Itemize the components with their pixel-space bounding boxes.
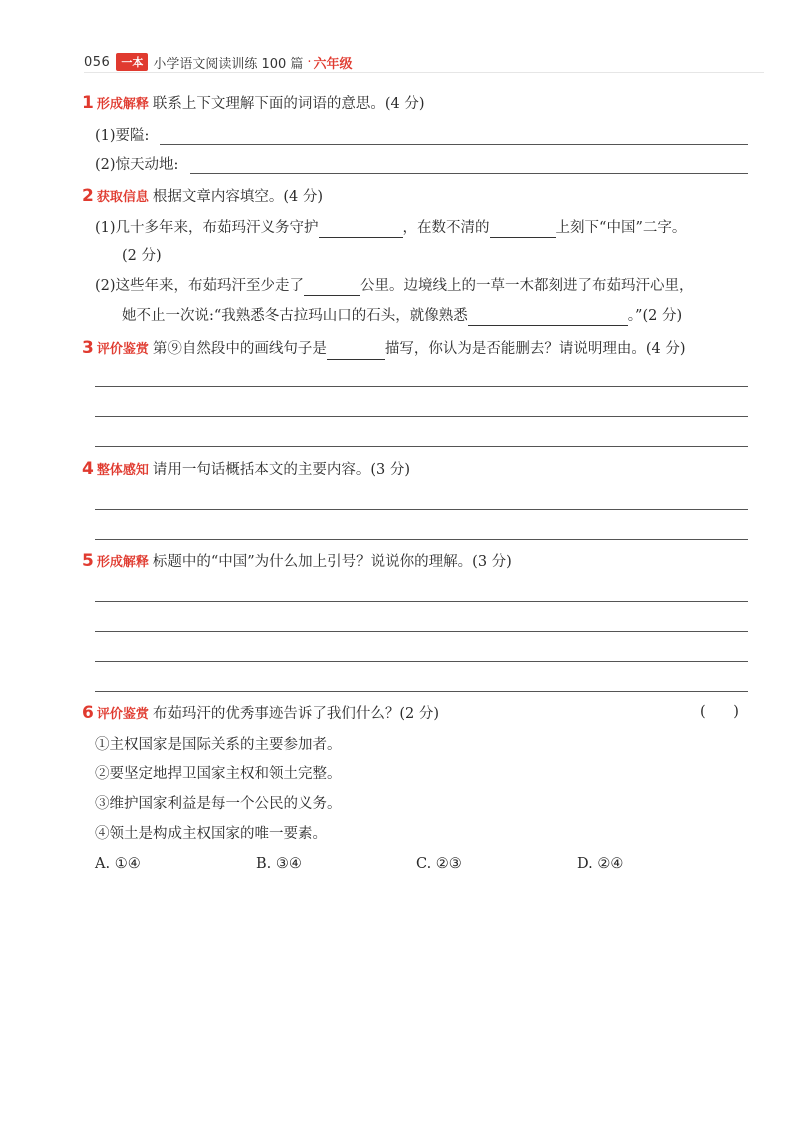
q1-item-1 — [95, 126, 149, 146]
question-number: 4 — [82, 459, 94, 479]
q5-answer-line-2[interactable] — [95, 631, 748, 632]
q2-item-2-text-d: 。”(2 分) — [627, 308, 683, 324]
option-c[interactable]: C. ②③ — [416, 856, 462, 872]
q5-answer-line-3[interactable] — [95, 661, 748, 662]
page-header — [84, 50, 764, 74]
q6-statement-1: ①主权国家是国际关系的主要参加者。 — [95, 737, 342, 753]
q6-statement-4: ④领土是构成主权国家的唯一要素。 — [95, 826, 327, 842]
option-b[interactable]: B. ③④ — [256, 856, 302, 872]
q3-blank[interactable] — [327, 342, 385, 360]
q4-answer-line-1[interactable] — [95, 509, 748, 510]
q2-item-2 — [95, 276, 694, 296]
question-prompt: 标题中的“中国”为什么加上引号？说说你的理解。(3 分) — [152, 554, 512, 570]
series-title: 小学语文阅读训练 100 篇 — [153, 56, 304, 72]
q2-item-1-text-b: ，在数不清的 — [402, 220, 490, 236]
grade-label: 六年级 — [313, 56, 353, 72]
q2-item-1-text-a: (1)几十多年来，布茹玛汗义务守护 — [95, 220, 319, 236]
question-tag: 整体感知 — [96, 463, 149, 478]
q2-item-2-cont — [122, 306, 682, 326]
q1-answer-line-2[interactable] — [190, 173, 748, 174]
question-4 — [82, 459, 410, 481]
question-number: 2 — [82, 186, 94, 206]
option-d[interactable]: D. ②④ — [577, 856, 624, 872]
question-prompt-b: 描写，你认为是否能删去？请说明理由。(4 分) — [384, 341, 686, 357]
q2-item-1 — [95, 218, 686, 238]
q5-answer-line-4[interactable] — [95, 691, 748, 692]
header-divider — [84, 72, 764, 73]
q2-blank-3[interactable] — [304, 278, 360, 296]
question-number: 3 — [82, 338, 94, 358]
question-number: 6 — [82, 703, 94, 723]
question-number: 1 — [82, 93, 94, 113]
q6-statement-3: ③维护国家利益是每一个公民的义务。 — [95, 796, 342, 812]
question-tag: 形成解释 — [96, 555, 149, 570]
q1-item-2 — [95, 155, 178, 175]
q2-blank-2[interactable] — [490, 220, 556, 238]
q2-blank-1[interactable] — [319, 220, 403, 238]
question-tag: 评价鉴赏 — [96, 342, 149, 357]
page-number: 056 — [84, 54, 111, 70]
q2-item-1-score: (2 分) — [122, 248, 162, 264]
question-prompt-a: 第⑨自然段中的画线句子是 — [152, 341, 327, 357]
q3-answer-line-1[interactable] — [95, 386, 748, 387]
q2-item-1-text-c: 上刻下“中国”二字。 — [555, 220, 687, 236]
q1-item-2-label: (2)惊天动地: — [95, 157, 179, 173]
question-prompt: 请用一句话概括本文的主要内容。(3 分) — [152, 462, 411, 478]
q3-answer-line-3[interactable] — [95, 446, 748, 447]
answer-parentheses[interactable]: ( ) — [700, 704, 739, 720]
question-5 — [82, 551, 512, 573]
q3-answer-line-2[interactable] — [95, 416, 748, 417]
question-3 — [82, 338, 686, 360]
q2-item-2-text-b: 公里。边境线上的一草一木都刻进了布茹玛汗心里， — [360, 278, 694, 294]
question-tag: 形成解释 — [96, 97, 149, 112]
header-dot: · — [307, 54, 312, 70]
question-1 — [82, 93, 425, 115]
q2-item-2-text-a: (2)这些年来，布茹玛汗至少走了 — [95, 278, 305, 294]
q6-statement-2: ②要坚定地捍卫国家主权和领土完整。 — [95, 766, 342, 782]
q4-answer-line-2[interactable] — [95, 539, 748, 540]
question-prompt: 联系上下文理解下面的词语的意思。(4 分) — [152, 96, 425, 112]
option-a[interactable]: A. ①④ — [95, 856, 141, 872]
q1-answer-line-1[interactable] — [160, 144, 748, 145]
question-2 — [82, 186, 323, 208]
q2-item-2-text-c: 她不止一次说:“我熟悉冬古拉玛山口的石头，就像熟悉 — [122, 308, 468, 324]
question-number: 5 — [82, 551, 94, 571]
brand-logo: 一本 — [116, 53, 148, 71]
question-tag: 获取信息 — [96, 190, 149, 205]
q2-blank-4[interactable] — [468, 308, 628, 326]
question-prompt: 布茹玛汗的优秀事迹告诉了我们什么？(2 分) — [152, 706, 440, 722]
question-tag: 评价鉴赏 — [96, 707, 149, 722]
q1-item-1-label: (1)要隘: — [95, 128, 150, 144]
q5-answer-line-1[interactable] — [95, 601, 748, 602]
question-6 — [82, 703, 439, 725]
question-prompt: 根据文章内容填空。(4 分) — [152, 189, 324, 205]
